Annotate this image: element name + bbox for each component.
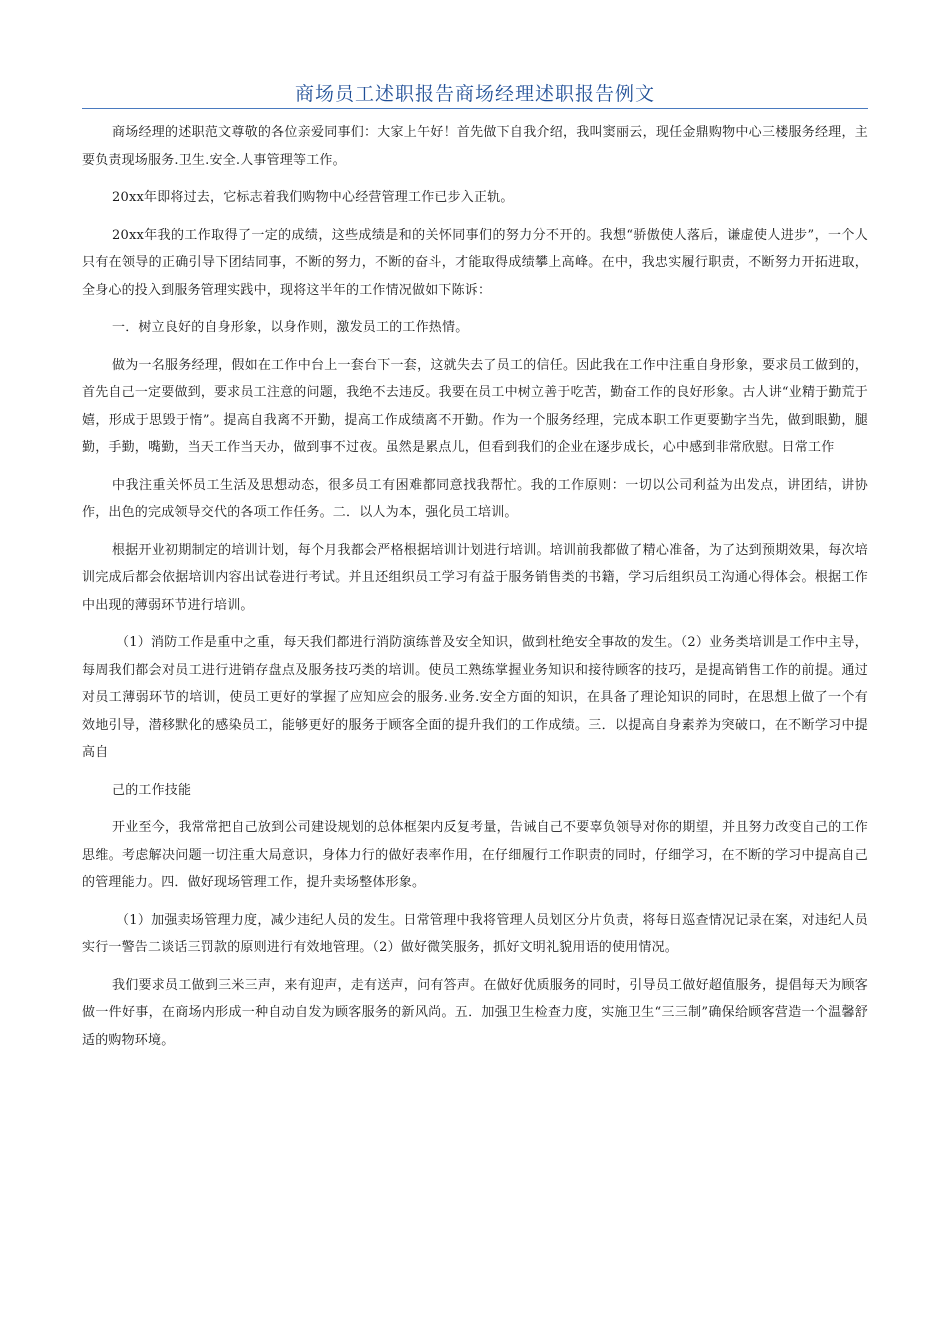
paragraph: 做为一名服务经理，假如在工作中台上一套台下一套，这就失去了员工的信任。因此我在工作中注重自身形象，要求员工做到的，首先自己一定要做到，要求员工注意的问题，我绝不去违反。我要在员工中树立善于吃苦，勤奋工作的良好形象。古人讲“业精于勤荒于嬉，形成于思毁于惰”。提高自我离不开勤，提高工作成绩离不开勤。作为一个服务经理，完成本职工作更要勤字当先，做到眼勤，腿勤，手勤，嘴勤，当天工作当天办，做到事不过夜。虽然是累点儿，但看到我们的企业在逐步成长，心中感到非常欣慰。日常工作 [82,357,868,455]
paragraph: 20xx年即将过去，它标志着我们购物中心经营管理工作已步入正轨。 [112,190,514,205]
paragraph: 己的工作技能 [112,782,192,798]
paragraph: （1）加强卖场管理力度，减少违纪人员的发生。日常管理中我将管理人员划区分片负责，将每日巡查情况记录在案，对违纪人员实行一警告二谈话三罚款的原则进行有效地管理。（2）做好微笑服务，抓好文明礼貌用语的使用情况。 [82,912,868,955]
title-divider [82,108,868,109]
paragraph: 一．树立良好的自身形象，以身作则，激发员工的工作热情。 [112,320,469,335]
document-title: 商场员工述职报告商场经理述职报告例文 [294,83,655,105]
document-body [82,119,868,1064]
paragraph: （1）消防工作是重中之重，每天我们都进行消防演练普及安全知识，做到杜绝安全事故的发生。（2）业务类培训是工作中主导，每周我们都会对员工进行进销存盘点及服务技巧类的培训。使员工熟练掌握业务知识和接待顾客的技巧，是提高销售工作的前提。通过对员工薄弱环节的培训，使员工更好的掌握了应知应会的服务.业务.安全方面的知识，在具备了理论知识的同时，在思想上做了一个有效地引导，潜移默化的感染员工，能够更好的服务于顾客全面的提升我们的工作成绩。三．以提高自身素养为突破口，在不断学习中提高自 [82,635,868,760]
paragraph: 开业至今，我常常把自己放到公司建设规划的总体框架内反复考量，告诫自己不要辜负领导对你的期望，并且努力改变自己的工作思维。考虑解决问题一切注重大局意识，身体力行的做好表率作用，在仔细履行工作职责的同时，仔细学习，在不断的学习中提高自己的管理能力。四．做好现场管理工作，提升卖场整体形象。 [82,820,868,890]
paragraph: 20xx年我的工作取得了一定的成绩，这些成绩是和的关怀同事们的努力分不开的。我想“骄傲使人落后，谦虚使人进步”，一个人只有在领导的正确引导下团结同事，不断的努力，不断的奋斗，才能取得成绩攀上高峰。在中，我忠实履行职责，不断努力开拓进取，全身心的投入到服务管理实践中，现将这半年的工作情况做如下陈诉： [82,227,868,298]
paragraph: 中我注重关怀员工生活及思想动态，很多员工有困难都同意找我帮忙。我的工作原则：一切以公司利益为出发点，讲团结，讲协作，出色的完成领导交代的各项工作任务。二．以人为本，强化员工培训。 [82,477,868,520]
paragraph: 根据开业初期制定的培训计划，每个月我都会严格根据培训计划进行培训。培训前我都做了精心准备，为了达到预期效果，每次培训完成后都会依据培训内容出试卷进行考试。并且还组织员工学习有益于服务销售类的书籍，学习后组织员工沟通心得体会。根据工作中出现的薄弱环节进行培训。 [82,542,868,613]
paragraph: 我们要求员工做到三米三声，来有迎声，走有送声，问有答声。在做好优质服务的同时，引导员工做好超值服务，提倡每天为顾客做一件好事，在商场内形成一种自动自发为顾客服务的新风尚。五．加强卫生检查力度，实施卫生“三三制”确保给顾客营造一个温馨舒适的购物环境。 [82,977,868,1048]
paragraph: 商场经理的述职范文尊敬的各位亲爱同事们：大家上午好！首先做下自我介绍，我叫窦丽云，现任金鼎购物中心三楼服务经理，主要负责现场服务.卫生.安全.人事管理等工作。 [82,125,868,168]
